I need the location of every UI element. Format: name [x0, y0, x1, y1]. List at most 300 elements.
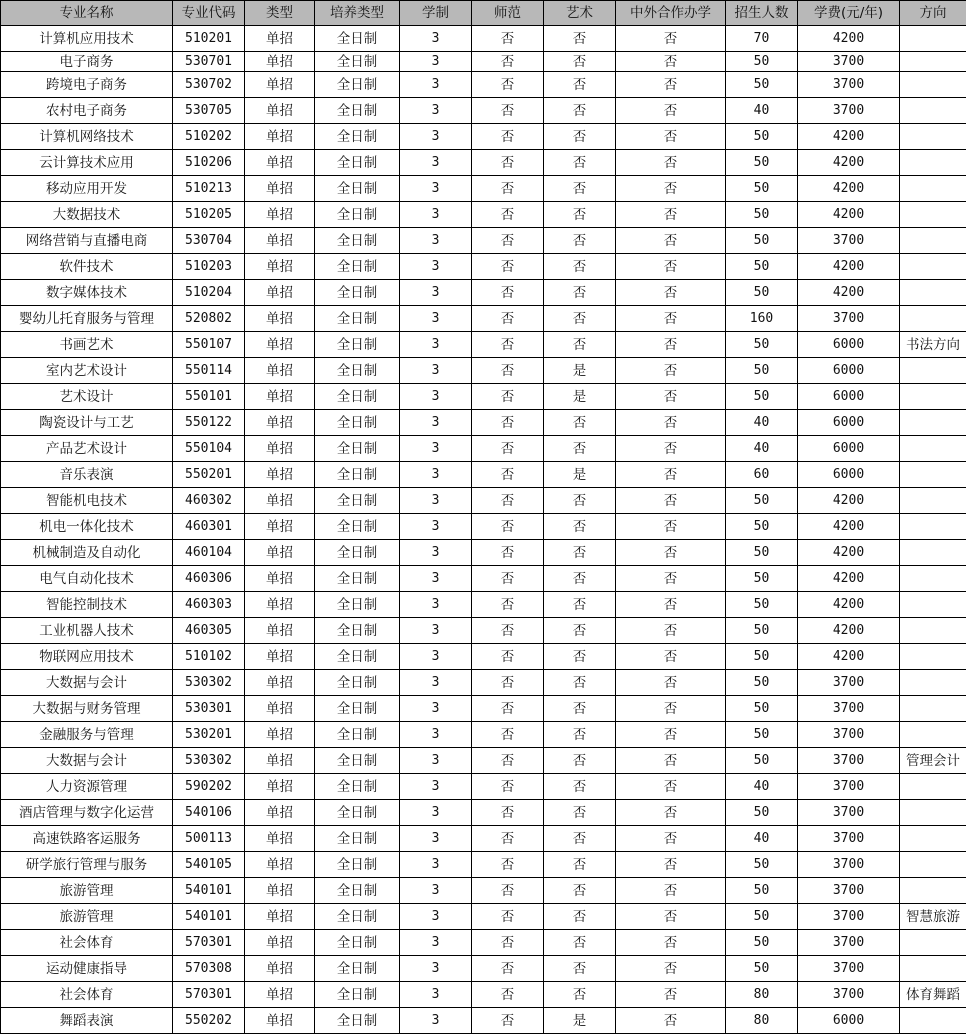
cell-specialization [900, 852, 966, 878]
cell-study-mode: 全日制 [315, 618, 400, 644]
cell-sino-foreign: 否 [616, 52, 726, 72]
cell-specialization [900, 878, 966, 904]
cell-type: 单招 [245, 904, 315, 930]
cell-major-code: 530302 [173, 670, 245, 696]
table-row [1, 774, 966, 800]
cell-major-name: 大数据与会计 [1, 670, 173, 696]
cell-study-mode: 全日制 [315, 800, 400, 826]
cell-major-code: 550201 [173, 462, 245, 488]
table-row [1, 826, 966, 852]
cell-specialization [900, 1008, 966, 1034]
table-header [1, 1, 966, 26]
cell-specialization [900, 52, 966, 72]
cell-tuition: 4200 [798, 26, 900, 52]
cell-tuition: 3700 [798, 748, 900, 774]
cell-major-code: 540101 [173, 878, 245, 904]
cell-major-name: 云计算技术应用 [1, 150, 173, 176]
cell-sino-foreign: 否 [616, 930, 726, 956]
cell-enrollment-count: 50 [726, 384, 798, 410]
cell-teacher-training: 否 [472, 98, 544, 124]
cell-type: 单招 [245, 722, 315, 748]
cell-major-name: 计算机应用技术 [1, 26, 173, 52]
cell-enrollment-count: 50 [726, 254, 798, 280]
cell-enrollment-count: 50 [726, 644, 798, 670]
cell-type: 单招 [245, 1008, 315, 1034]
cell-specialization [900, 306, 966, 332]
cell-enrollment-count: 50 [726, 722, 798, 748]
cell-tuition: 4200 [798, 618, 900, 644]
cell-arts: 否 [544, 930, 616, 956]
column-header-duration: 学制 [400, 1, 472, 26]
cell-arts: 否 [544, 826, 616, 852]
cell-tuition: 4200 [798, 280, 900, 306]
cell-teacher-training: 否 [472, 618, 544, 644]
column-header-enrollment-count: 招生人数 [726, 1, 798, 26]
cell-arts: 否 [544, 410, 616, 436]
cell-enrollment-count: 50 [726, 904, 798, 930]
table-row [1, 800, 966, 826]
cell-teacher-training: 否 [472, 670, 544, 696]
cell-teacher-training: 否 [472, 436, 544, 462]
cell-arts: 否 [544, 644, 616, 670]
cell-major-name: 酒店管理与数字化运营 [1, 800, 173, 826]
cell-enrollment-count: 50 [726, 930, 798, 956]
table-row [1, 384, 966, 410]
cell-teacher-training: 否 [472, 774, 544, 800]
cell-duration: 3 [400, 852, 472, 878]
cell-sino-foreign: 否 [616, 540, 726, 566]
cell-specialization [900, 826, 966, 852]
cell-duration: 3 [400, 800, 472, 826]
cell-duration: 3 [400, 956, 472, 982]
cell-major-code: 510201 [173, 26, 245, 52]
cell-enrollment-count: 50 [726, 228, 798, 254]
cell-enrollment-count: 50 [726, 566, 798, 592]
cell-major-name: 农村电子商务 [1, 98, 173, 124]
cell-specialization [900, 176, 966, 202]
cell-type: 单招 [245, 592, 315, 618]
cell-tuition: 4200 [798, 644, 900, 670]
cell-major-name: 人力资源管理 [1, 774, 173, 800]
cell-tuition: 4200 [798, 566, 900, 592]
cell-major-code: 510213 [173, 176, 245, 202]
table-row [1, 228, 966, 254]
cell-teacher-training: 否 [472, 826, 544, 852]
cell-major-code: 530302 [173, 748, 245, 774]
cell-major-name: 室内艺术设计 [1, 358, 173, 384]
cell-major-name: 大数据与会计 [1, 748, 173, 774]
cell-sino-foreign: 否 [616, 644, 726, 670]
column-header-study-mode: 培养类型 [315, 1, 400, 26]
cell-duration: 3 [400, 488, 472, 514]
cell-major-name: 数字媒体技术 [1, 280, 173, 306]
cell-sino-foreign: 否 [616, 592, 726, 618]
cell-sino-foreign: 否 [616, 254, 726, 280]
cell-tuition: 4200 [798, 540, 900, 566]
cell-sino-foreign: 否 [616, 670, 726, 696]
cell-enrollment-count: 50 [726, 358, 798, 384]
cell-type: 单招 [245, 956, 315, 982]
cell-duration: 3 [400, 410, 472, 436]
cell-type: 单招 [245, 878, 315, 904]
cell-duration: 3 [400, 228, 472, 254]
cell-enrollment-count: 50 [726, 800, 798, 826]
cell-sino-foreign: 否 [616, 982, 726, 1008]
cell-sino-foreign: 否 [616, 306, 726, 332]
cell-major-name: 产品艺术设计 [1, 436, 173, 462]
cell-arts: 否 [544, 202, 616, 228]
cell-enrollment-count: 40 [726, 98, 798, 124]
cell-sino-foreign: 否 [616, 436, 726, 462]
cell-teacher-training: 否 [472, 462, 544, 488]
cell-enrollment-count: 80 [726, 1008, 798, 1034]
cell-sino-foreign: 否 [616, 488, 726, 514]
table-row [1, 72, 966, 98]
cell-major-code: 530704 [173, 228, 245, 254]
table-row [1, 514, 966, 540]
cell-study-mode: 全日制 [315, 540, 400, 566]
cell-duration: 3 [400, 748, 472, 774]
cell-sino-foreign: 否 [616, 566, 726, 592]
cell-type: 单招 [245, 462, 315, 488]
cell-tuition: 3700 [798, 852, 900, 878]
cell-type: 单招 [245, 670, 315, 696]
cell-teacher-training: 否 [472, 878, 544, 904]
cell-tuition: 6000 [798, 358, 900, 384]
cell-sino-foreign: 否 [616, 332, 726, 358]
cell-type: 单招 [245, 254, 315, 280]
cell-specialization [900, 410, 966, 436]
table-row [1, 540, 966, 566]
cell-major-code: 500113 [173, 826, 245, 852]
cell-duration: 3 [400, 150, 472, 176]
cell-arts: 否 [544, 774, 616, 800]
cell-teacher-training: 否 [472, 306, 544, 332]
cell-duration: 3 [400, 540, 472, 566]
cell-sino-foreign: 否 [616, 774, 726, 800]
cell-major-name: 网络营销与直播电商 [1, 228, 173, 254]
cell-arts: 是 [544, 384, 616, 410]
column-header-sino-foreign: 中外合作办学 [616, 1, 726, 26]
cell-specialization [900, 436, 966, 462]
cell-arts: 否 [544, 176, 616, 202]
table-row [1, 26, 966, 52]
cell-major-name: 物联网应用技术 [1, 644, 173, 670]
cell-major-code: 460303 [173, 592, 245, 618]
cell-major-name: 研学旅行管理与服务 [1, 852, 173, 878]
cell-sino-foreign: 否 [616, 150, 726, 176]
cell-major-code: 550104 [173, 436, 245, 462]
cell-duration: 3 [400, 254, 472, 280]
cell-arts: 否 [544, 98, 616, 124]
cell-sino-foreign: 否 [616, 696, 726, 722]
cell-study-mode: 全日制 [315, 774, 400, 800]
table-row [1, 488, 966, 514]
cell-teacher-training: 否 [472, 488, 544, 514]
cell-sino-foreign: 否 [616, 748, 726, 774]
cell-specialization [900, 98, 966, 124]
cell-tuition: 4200 [798, 254, 900, 280]
cell-sino-foreign: 否 [616, 280, 726, 306]
cell-major-name: 金融服务与管理 [1, 722, 173, 748]
cell-study-mode: 全日制 [315, 930, 400, 956]
cell-study-mode: 全日制 [315, 514, 400, 540]
cell-tuition: 3700 [798, 722, 900, 748]
cell-major-code: 510203 [173, 254, 245, 280]
cell-teacher-training: 否 [472, 150, 544, 176]
cell-sino-foreign: 否 [616, 98, 726, 124]
cell-sino-foreign: 否 [616, 722, 726, 748]
cell-major-code: 460306 [173, 566, 245, 592]
cell-sino-foreign: 否 [616, 1008, 726, 1034]
cell-major-name: 机电一体化技术 [1, 514, 173, 540]
cell-duration: 3 [400, 202, 472, 228]
cell-sino-foreign: 否 [616, 124, 726, 150]
table-row [1, 956, 966, 982]
cell-study-mode: 全日制 [315, 956, 400, 982]
cell-teacher-training: 否 [472, 1008, 544, 1034]
cell-sino-foreign: 否 [616, 826, 726, 852]
cell-arts: 否 [544, 150, 616, 176]
cell-study-mode: 全日制 [315, 176, 400, 202]
cell-specialization [900, 618, 966, 644]
cell-enrollment-count: 50 [726, 124, 798, 150]
cell-tuition: 3700 [798, 670, 900, 696]
cell-tuition: 3700 [798, 826, 900, 852]
cell-sino-foreign: 否 [616, 176, 726, 202]
cell-teacher-training: 否 [472, 410, 544, 436]
cell-major-name: 机械制造及自动化 [1, 540, 173, 566]
cell-enrollment-count: 50 [726, 202, 798, 228]
cell-enrollment-count: 40 [726, 826, 798, 852]
cell-tuition: 6000 [798, 332, 900, 358]
cell-teacher-training: 否 [472, 358, 544, 384]
cell-major-code: 540101 [173, 904, 245, 930]
cell-type: 单招 [245, 176, 315, 202]
cell-duration: 3 [400, 618, 472, 644]
cell-arts: 否 [544, 956, 616, 982]
cell-study-mode: 全日制 [315, 332, 400, 358]
column-header-arts: 艺术 [544, 1, 616, 26]
cell-study-mode: 全日制 [315, 26, 400, 52]
cell-teacher-training: 否 [472, 800, 544, 826]
cell-sino-foreign: 否 [616, 878, 726, 904]
cell-type: 单招 [245, 228, 315, 254]
cell-specialization [900, 228, 966, 254]
cell-arts: 否 [544, 696, 616, 722]
cell-sino-foreign: 否 [616, 956, 726, 982]
cell-tuition: 6000 [798, 384, 900, 410]
cell-teacher-training: 否 [472, 982, 544, 1008]
cell-sino-foreign: 否 [616, 514, 726, 540]
cell-specialization [900, 774, 966, 800]
cell-study-mode: 全日制 [315, 982, 400, 1008]
cell-specialization: 体育舞蹈 [900, 982, 966, 1008]
cell-sino-foreign: 否 [616, 852, 726, 878]
cell-duration: 3 [400, 306, 472, 332]
cell-major-code: 540105 [173, 852, 245, 878]
table-row [1, 904, 966, 930]
cell-duration: 3 [400, 826, 472, 852]
table-row [1, 748, 966, 774]
cell-tuition: 4200 [798, 124, 900, 150]
cell-sino-foreign: 否 [616, 462, 726, 488]
cell-enrollment-count: 50 [726, 852, 798, 878]
cell-tuition: 6000 [798, 436, 900, 462]
cell-teacher-training: 否 [472, 956, 544, 982]
cell-tuition: 6000 [798, 410, 900, 436]
cell-specialization [900, 956, 966, 982]
cell-tuition: 3700 [798, 800, 900, 826]
cell-tuition: 4200 [798, 488, 900, 514]
cell-study-mode: 全日制 [315, 384, 400, 410]
table-body [1, 26, 966, 1034]
table-row [1, 436, 966, 462]
cell-specialization: 智慧旅游 [900, 904, 966, 930]
cell-enrollment-count: 50 [726, 878, 798, 904]
cell-duration: 3 [400, 774, 472, 800]
cell-arts: 否 [544, 124, 616, 150]
column-header-teacher-training: 师范 [472, 1, 544, 26]
cell-sino-foreign: 否 [616, 228, 726, 254]
cell-sino-foreign: 否 [616, 618, 726, 644]
cell-duration: 3 [400, 436, 472, 462]
cell-arts: 否 [544, 982, 616, 1008]
cell-specialization [900, 696, 966, 722]
cell-arts: 否 [544, 800, 616, 826]
cell-tuition: 4200 [798, 592, 900, 618]
cell-specialization [900, 124, 966, 150]
cell-type: 单招 [245, 566, 315, 592]
cell-sino-foreign: 否 [616, 800, 726, 826]
cell-study-mode: 全日制 [315, 696, 400, 722]
cell-type: 单招 [245, 982, 315, 1008]
cell-teacher-training: 否 [472, 332, 544, 358]
cell-study-mode: 全日制 [315, 592, 400, 618]
cell-teacher-training: 否 [472, 904, 544, 930]
cell-duration: 3 [400, 280, 472, 306]
cell-duration: 3 [400, 722, 472, 748]
table-row [1, 618, 966, 644]
cell-enrollment-count: 50 [726, 592, 798, 618]
cell-tuition: 4200 [798, 176, 900, 202]
cell-specialization [900, 540, 966, 566]
cell-duration: 3 [400, 52, 472, 72]
cell-major-name: 智能控制技术 [1, 592, 173, 618]
cell-duration: 3 [400, 982, 472, 1008]
cell-tuition: 4200 [798, 150, 900, 176]
table-row [1, 878, 966, 904]
cell-sino-foreign: 否 [616, 384, 726, 410]
cell-type: 单招 [245, 774, 315, 800]
cell-specialization: 管理会计 [900, 748, 966, 774]
cell-tuition: 3700 [798, 98, 900, 124]
table-row [1, 592, 966, 618]
cell-teacher-training: 否 [472, 852, 544, 878]
cell-enrollment-count: 50 [726, 52, 798, 72]
table-row [1, 410, 966, 436]
cell-specialization [900, 670, 966, 696]
cell-major-code: 550101 [173, 384, 245, 410]
cell-enrollment-count: 50 [726, 332, 798, 358]
cell-type: 单招 [245, 72, 315, 98]
column-header-specialization: 方向 [900, 1, 966, 26]
cell-arts: 否 [544, 72, 616, 98]
cell-study-mode: 全日制 [315, 436, 400, 462]
cell-enrollment-count: 40 [726, 436, 798, 462]
cell-arts: 否 [544, 540, 616, 566]
cell-specialization [900, 592, 966, 618]
cell-major-code: 570301 [173, 930, 245, 956]
cell-tuition: 3700 [798, 878, 900, 904]
cell-tuition: 3700 [798, 956, 900, 982]
cell-duration: 3 [400, 72, 472, 98]
cell-major-name: 智能机电技术 [1, 488, 173, 514]
cell-major-name: 计算机网络技术 [1, 124, 173, 150]
cell-arts: 否 [544, 878, 616, 904]
cell-type: 单招 [245, 410, 315, 436]
cell-teacher-training: 否 [472, 26, 544, 52]
cell-teacher-training: 否 [472, 280, 544, 306]
cell-enrollment-count: 50 [726, 280, 798, 306]
cell-enrollment-count: 50 [726, 72, 798, 98]
cell-arts: 否 [544, 748, 616, 774]
cell-tuition: 3700 [798, 982, 900, 1008]
cell-duration: 3 [400, 358, 472, 384]
cell-major-name: 婴幼儿托育服务与管理 [1, 306, 173, 332]
cell-study-mode: 全日制 [315, 280, 400, 306]
cell-major-code: 530301 [173, 696, 245, 722]
table-row [1, 670, 966, 696]
cell-type: 单招 [245, 26, 315, 52]
cell-arts: 否 [544, 592, 616, 618]
cell-arts: 否 [544, 670, 616, 696]
cell-sino-foreign: 否 [616, 410, 726, 436]
cell-tuition: 4200 [798, 202, 900, 228]
cell-enrollment-count: 50 [726, 488, 798, 514]
cell-study-mode: 全日制 [315, 670, 400, 696]
cell-major-code: 550114 [173, 358, 245, 384]
cell-tuition: 3700 [798, 696, 900, 722]
cell-arts: 是 [544, 1008, 616, 1034]
cell-major-code: 460305 [173, 618, 245, 644]
cell-major-code: 550107 [173, 332, 245, 358]
cell-study-mode: 全日制 [315, 644, 400, 670]
cell-specialization [900, 722, 966, 748]
cell-study-mode: 全日制 [315, 462, 400, 488]
cell-duration: 3 [400, 1008, 472, 1034]
cell-major-code: 520802 [173, 306, 245, 332]
cell-major-name: 陶瓷设计与工艺 [1, 410, 173, 436]
cell-major-name: 大数据技术 [1, 202, 173, 228]
table-row [1, 722, 966, 748]
cell-type: 单招 [245, 696, 315, 722]
cell-type: 单招 [245, 124, 315, 150]
cell-specialization: 书法方向 [900, 332, 966, 358]
cell-major-code: 460301 [173, 514, 245, 540]
cell-arts: 否 [544, 280, 616, 306]
cell-type: 单招 [245, 280, 315, 306]
cell-major-name: 移动应用开发 [1, 176, 173, 202]
cell-tuition: 3700 [798, 306, 900, 332]
table-row [1, 852, 966, 878]
cell-enrollment-count: 50 [726, 696, 798, 722]
cell-arts: 否 [544, 488, 616, 514]
cell-study-mode: 全日制 [315, 566, 400, 592]
table-row [1, 124, 966, 150]
cell-major-code: 530705 [173, 98, 245, 124]
cell-study-mode: 全日制 [315, 52, 400, 72]
